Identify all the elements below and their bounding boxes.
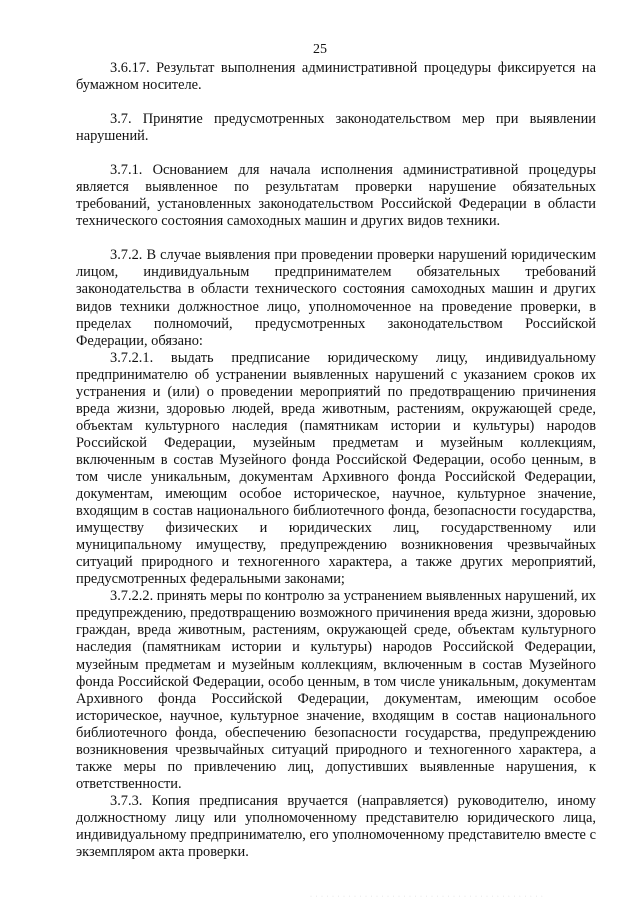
document-body bbox=[76, 60, 596, 861]
paragraph-3-7-2: 3.7.2. В случае выявления при проведении проверки нарушений юридическим лицом, индивидуальным предпринимателем обязательных требований законодательства в области технического состояния самоходных машин и других видов техники должностное лицо, уполномоченное на проведение проверки, в пределах полномочий, предусмотренных законодательством Российской Федерации, обязано: bbox=[76, 247, 596, 349]
paragraph-3-7-1: 3.7.1. Основанием для начала исполнения административной процедуры является выявленное по результатам проверки нарушение обязательных требований, установленных законодательством Российской Федерации в области технического состояния самоходных машин и других видов техники. bbox=[76, 162, 596, 230]
page-number: 25 bbox=[313, 42, 327, 57]
paragraph-3-7-heading: 3.7. Принятие предусмотренных законодательством мер при выявлении нарушений. bbox=[76, 111, 596, 145]
paragraph-3-7-2-2: 3.7.2.2. принять меры по контролю за устранением выявленных нарушений, их предупреждению, предотвращению возможного причинения вреда жизни, здоровью граждан, вреда животным, растениям, окружающей среде, объектам культурного наследия (памятникам истории и культуры) народов Российской Федерации, музейным предметам и музейным коллекциям, включенным в состав Музейного фонда Российской Федерации, особо ценным, в том числе уникальным, документам Архивного фонда Российской Федерации, документам, имеющим особое историческое, научное, культурное значение, входящим в состав национального библиотечного фонда, обеспечению безопасности государства, предупреждению возникновения чрезвычайных ситуаций природного и техногенного характера, а также меры по привлечению лиц, допустивших выявленные нарушения, к ответственности. bbox=[76, 588, 596, 792]
scan-artifact-marks: · · · · · · · · · · · · · · · · · · · · · · · · · · · · · · · · · · · · · · · · · · · bbox=[310, 894, 544, 900]
paragraph-3-6-17: 3.6.17. Результат выполнения административной процедуры фиксируется на бумажном носителе. bbox=[76, 60, 596, 94]
paragraph-3-7-3: 3.7.3. Копия предписания вручается (направляется) руководителю, иному должностному лицу или уполномоченному представителю юридического лица, индивидуальному предпринимателю, его уполномоченному представителю вместе с экземпляром акта проверки. bbox=[76, 792, 596, 861]
paragraph-3-7-2-1: 3.7.2.1. выдать предписание юридическому лицу, индивидуальному предпринимателю об устранении выявленных нарушений с указанием сроков их устранения и (или) о проведении мероприятий по предотвращению причинения вреда жизни, здоровью людей, вреда животным, растениям, окружающей среде, объектам культурного наследия (памятникам истории и культуры) народов Российской Федерации, музейным предметам и музейным коллекциям, включенным в состав Музейного фонда Российской Федерации, особо ценным, в том числе уникальным, документам Архивного фонда Российской Федерации, документам, имеющим особое историческое, научное, культурное значение, входящим в состав национального библиотечного фонда, безопасности государства, имуществу физических и юридических лиц, государственному или муниципальному имуществу, предупреждению возникновения чрезвычайных ситуаций природного и техногенного характера, а также других мероприятий, предусмотренных федеральными законами; bbox=[76, 349, 596, 588]
